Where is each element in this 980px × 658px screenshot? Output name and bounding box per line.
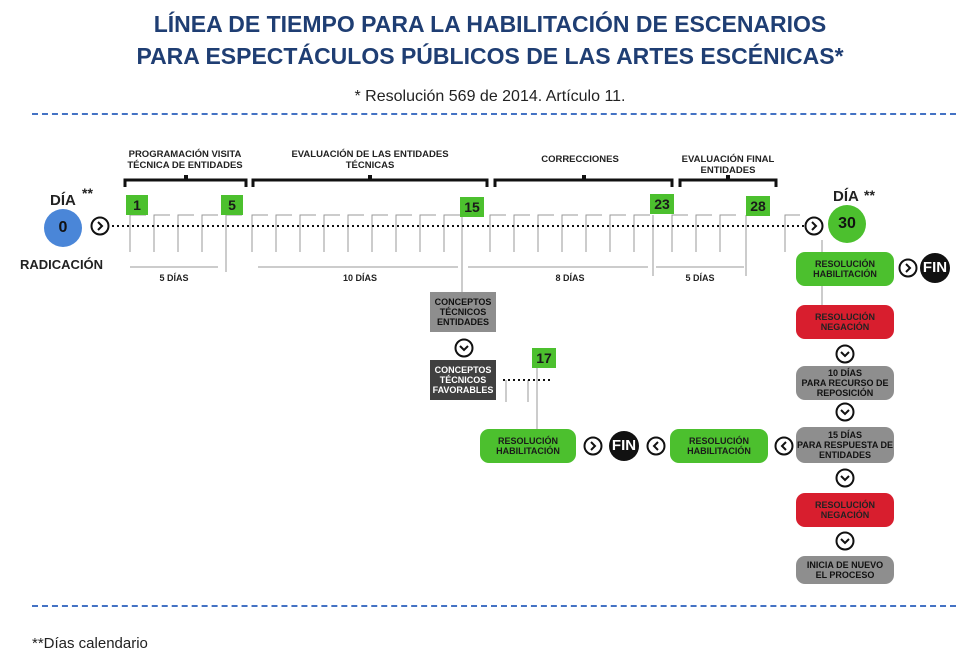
conceptos-line1: CONCEPTOS xyxy=(434,297,492,307)
right-respuesta-entidades xyxy=(796,427,894,463)
title-line-1: LÍNEA DE TIEMPO PARA LA HABILITACIÓN DE ESCENARIOS xyxy=(153,11,827,37)
phase-evaluacion-line1: EVALUACIÓN DE LAS ENTIDADES xyxy=(291,149,449,160)
phase-evaluacion xyxy=(280,149,460,171)
res-neg-line1: RESOLUCIÓN xyxy=(814,312,875,322)
right-fin: FIN xyxy=(920,253,950,283)
subtitle: * Resolución 569 de 2014. Artículo 11. xyxy=(354,88,626,105)
phase-programacion-line2: TÉCNICA DE ENTIDADES xyxy=(127,160,243,171)
branch-fin: FIN xyxy=(609,431,639,461)
right-resolucion-habilitacion-2 xyxy=(670,429,768,463)
end-asterisks: ** xyxy=(864,187,875,203)
phase-programacion-line1: PROGRAMACIÓN VISITA xyxy=(128,149,242,160)
res-hab-line1: RESOLUCIÓN xyxy=(814,259,875,269)
chevron-right-icon xyxy=(90,216,110,236)
phase-correcciones: CORRECCIONES xyxy=(541,154,619,165)
chevron-down-icon xyxy=(835,531,855,551)
right-inicia-de-nuevo xyxy=(796,556,894,584)
footer-note: **Días calendario xyxy=(32,635,148,652)
start-day-circle: 0 xyxy=(44,209,82,247)
start-label: RADICACIÓN xyxy=(20,257,104,272)
conceptos-line3: ENTIDADES xyxy=(436,317,489,327)
chevron-down-icon xyxy=(835,402,855,422)
recurso-line1: 10 DÍAS xyxy=(827,368,862,378)
res-neg2-line1: RESOLUCIÓN xyxy=(814,500,875,510)
milestone-28: 28 xyxy=(746,196,770,216)
res-hab2-line2: HABILITACIÓN xyxy=(687,446,751,456)
inicia-line2: EL PROCESO xyxy=(815,570,875,580)
phase-programacion xyxy=(110,149,260,171)
milestone-23: 23 xyxy=(650,194,674,214)
start-dia-label: DÍA xyxy=(50,192,76,209)
chevron-down-icon xyxy=(454,338,474,358)
recurso-line3: REPOSICIÓN xyxy=(816,388,874,398)
phase-brackets xyxy=(125,180,776,187)
res-neg2-line2: NEGACIÓN xyxy=(820,510,870,520)
inicia-line1: INICIA DE NUEVO xyxy=(806,560,884,570)
respuesta-line2: PARA RESPUESTA DE xyxy=(796,440,893,450)
favorables-line3: FAVORABLES xyxy=(432,385,494,395)
chevron-down-icon xyxy=(835,344,855,364)
duration-10-dias: 10 DÍAS xyxy=(342,273,377,283)
conceptos-tecnicos-entidades xyxy=(430,292,496,332)
bottom-divider xyxy=(32,605,956,607)
chevron-right-icon xyxy=(583,436,603,456)
chevron-left-icon xyxy=(774,436,794,456)
right-resolucion-habilitacion xyxy=(796,252,894,286)
phase-evaluacion-line2: TÉCNICAS xyxy=(345,160,395,171)
phase-final-line1: EVALUACIÓN FINAL xyxy=(681,154,775,165)
chevron-right-icon xyxy=(804,216,824,236)
right-resolucion-negacion xyxy=(796,305,894,339)
res-hab-line2: HABILITACIÓN xyxy=(813,269,877,279)
chevron-down-icon xyxy=(835,468,855,488)
recurso-line2: PARA RECURSO DE xyxy=(801,378,889,388)
chevron-right-icon xyxy=(898,258,918,278)
milestone-15: 15 xyxy=(460,197,484,217)
branch-res-hab-line2: HABILITACIÓN xyxy=(496,446,560,456)
chevron-left-icon xyxy=(646,436,666,456)
phase-final-line2: ENTIDADES xyxy=(700,165,756,176)
right-recurso-reposicion xyxy=(796,366,894,400)
milestone-5: 5 xyxy=(221,195,243,215)
respuesta-line3: ENTIDADES xyxy=(818,450,871,460)
duration-8-dias: 8 DÍAS xyxy=(555,273,585,283)
conceptos-tecnicos-favorables xyxy=(430,360,496,400)
res-neg-line2: NEGACIÓN xyxy=(820,322,870,332)
milestone-1: 1 xyxy=(126,195,148,215)
favorables-line2: TÉCNICOS xyxy=(439,375,487,385)
end-day-circle: 30 xyxy=(828,205,866,243)
res-hab2-line1: RESOLUCIÓN xyxy=(688,436,749,446)
start-asterisks: ** xyxy=(82,185,93,201)
favorables-line1: CONCEPTOS xyxy=(434,365,492,375)
title-line-2: PARA ESPECTÁCULOS PÚBLICOS DE LAS ARTES ESCÉNICAS* xyxy=(136,43,844,69)
right-resolucion-negacion-2 xyxy=(796,493,894,527)
conceptos-line2: TÉCNICOS xyxy=(439,307,487,317)
end-dia-label: DÍA xyxy=(833,188,859,205)
respuesta-line1: 15 DÍAS xyxy=(827,430,862,440)
duration-5-dias-a: 5 DÍAS xyxy=(159,273,189,283)
milestone-17: 17 xyxy=(532,348,556,368)
duration-5-dias-b: 5 DÍAS xyxy=(685,273,715,283)
branch-resolucion-habilitacion xyxy=(480,429,576,463)
branch-res-hab-line1: RESOLUCIÓN xyxy=(497,436,558,446)
phase-final xyxy=(668,154,788,176)
